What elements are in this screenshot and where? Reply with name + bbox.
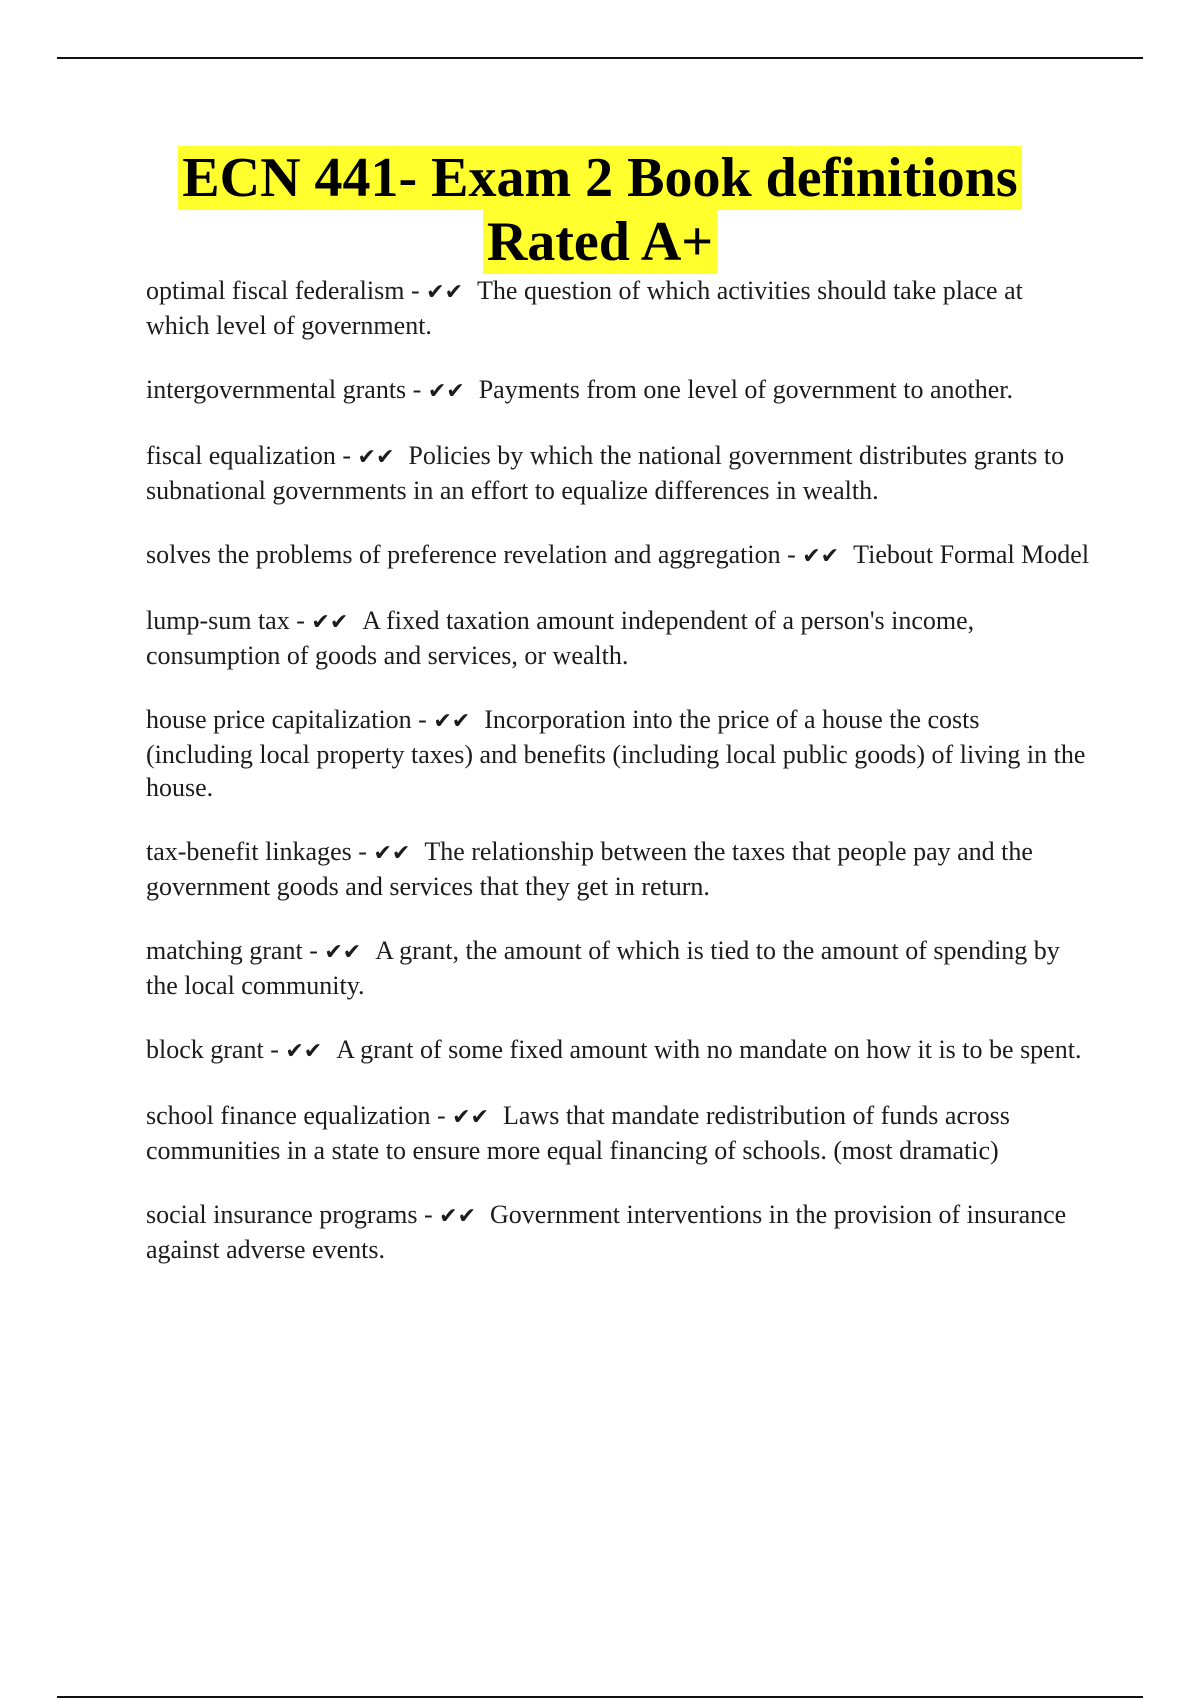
separator: - xyxy=(780,540,803,569)
double-check-icon: ✔✔ xyxy=(373,841,411,866)
definition: Laws that mandate redistribution of funds across communities in a state to ensure more equal financing of schools. (most dramatic) xyxy=(146,1101,1010,1165)
definition-entry xyxy=(146,604,1091,672)
separator: - xyxy=(335,441,358,470)
term: school finance equalization xyxy=(146,1101,431,1130)
separator: - xyxy=(263,1035,286,1064)
separator: - xyxy=(406,375,428,404)
double-check-icon: ✔✔ xyxy=(311,610,349,635)
definition-entry xyxy=(146,274,1091,342)
double-check-icon: ✔✔ xyxy=(439,1204,477,1229)
separator: - xyxy=(404,276,427,305)
term: fiscal equalization xyxy=(146,441,336,470)
separator: - xyxy=(302,936,325,965)
term: house price capitalization xyxy=(146,705,412,734)
double-check-icon: ✔✔ xyxy=(427,379,465,404)
double-check-icon: ✔✔ xyxy=(802,544,840,569)
double-check-icon: ✔✔ xyxy=(433,709,471,734)
separator: - xyxy=(351,837,374,866)
definition: The question of which activities should take place at which level of government. xyxy=(146,276,1023,340)
title-line-1: ECN 441- Exam 2 Book definitions xyxy=(178,146,1021,210)
term: tax-benefit linkages xyxy=(146,837,352,866)
double-check-icon: ✔✔ xyxy=(357,445,395,470)
definition: Incorporation into the price of a house the costs (including local property taxes) and benefits (including local public goods) of living in the house. xyxy=(146,705,1086,802)
definition-entry xyxy=(146,373,1091,408)
definition-entry xyxy=(146,1198,1091,1266)
separator: - xyxy=(289,606,312,635)
definition: Government interventions in the provision of insurance against adverse events. xyxy=(146,1200,1067,1264)
double-check-icon: ✔✔ xyxy=(285,1039,323,1064)
term: social insurance programs xyxy=(146,1200,418,1229)
definition-entry xyxy=(146,439,1091,507)
double-check-icon: ✔✔ xyxy=(426,280,464,305)
document-title xyxy=(0,146,1200,274)
title-line-2: Rated A+ xyxy=(483,210,717,274)
double-check-icon: ✔✔ xyxy=(324,940,362,965)
definition-entry xyxy=(146,835,1091,903)
definitions-list xyxy=(146,274,1091,1297)
term: optimal fiscal federalism xyxy=(146,276,405,305)
definition-entry xyxy=(146,934,1091,1002)
term: solves the problems of preference revelation and aggregation xyxy=(146,540,781,569)
definition: Tiebout Formal Model xyxy=(853,540,1090,569)
top-rule xyxy=(57,57,1143,59)
definition-entry xyxy=(146,1033,1091,1068)
definition-entry xyxy=(146,538,1091,573)
double-check-icon: ✔✔ xyxy=(452,1105,489,1130)
bottom-rule xyxy=(57,1696,1143,1698)
separator: - xyxy=(430,1101,453,1130)
definition-entry xyxy=(146,1099,1091,1167)
term: matching grant xyxy=(146,936,303,965)
term: block grant xyxy=(146,1035,264,1064)
definition: A grant, the amount of which is tied to the amount of spending by the local community. xyxy=(146,936,1060,1000)
definition: Policies by which the national government distributes grants to subnational governments in an effort to equalize differences in wealth. xyxy=(146,441,1065,505)
definition: A fixed taxation amount independent of a person's income, consumption of goods and services, or wealth. xyxy=(146,606,975,670)
separator: - xyxy=(411,705,434,734)
term: lump-sum tax xyxy=(146,606,290,635)
definition-entry xyxy=(146,703,1091,804)
definition: A grant of some fixed amount with no mandate on how it is to be spent. xyxy=(336,1035,1082,1064)
separator: - xyxy=(417,1200,440,1229)
definition: Payments from one level of government to another. xyxy=(478,375,1014,404)
definition: The relationship between the taxes that people pay and the government goods and services that they get in return. xyxy=(146,837,1033,901)
term: intergovernmental grants xyxy=(146,375,407,404)
